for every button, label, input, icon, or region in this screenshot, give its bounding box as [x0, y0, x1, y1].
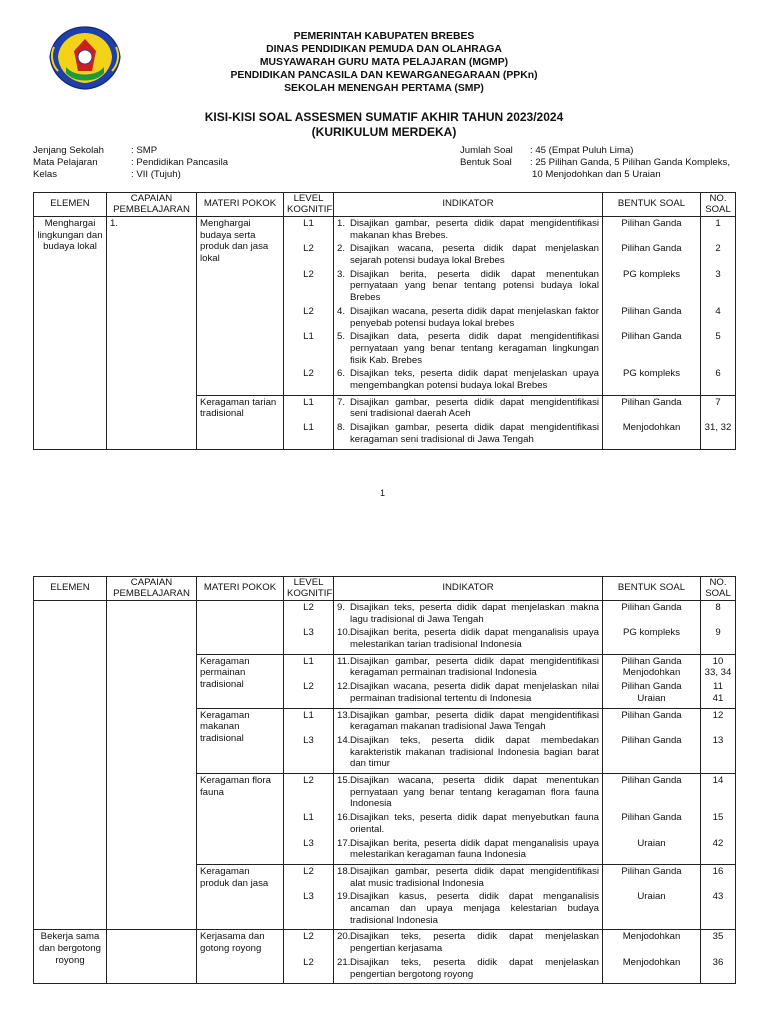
indikator-text: Disajikan teks, peserta didik dapat membedakan karakteristik makanan tradisional Indonesia bagian barat dan timur [350, 734, 599, 770]
indikator-text: Disajikan data, peserta didik dapat mengidentifikasi pernyataan yang benar tentang keragaman lingkungan fisik Kab. Brebes [350, 331, 599, 366]
nomor-soal: 10 33, 34 [704, 655, 732, 679]
indikator-number: 13. [337, 709, 351, 721]
header-elemen: ELEMEN [34, 577, 107, 601]
indikator-number: 20. [337, 931, 351, 943]
header-text: PEMBELAJARAN [113, 587, 190, 599]
nomor-soal: 42 [712, 837, 724, 849]
elemen-cell: Bekerja sama dan bergotong royong [34, 930, 107, 984]
bentuk-soal: Pilihan Ganda [621, 775, 682, 787]
bentuk-soal-cell [603, 864, 701, 929]
letterhead-line-1: PEMERINTAH KABUPATEN BREBES [293, 31, 475, 42]
level-cell [284, 864, 334, 929]
indikator-number: 7. [337, 396, 346, 408]
nomor-soal: 9 [715, 627, 721, 639]
level-kognitif: L3 [303, 734, 314, 746]
capaian-cell: 1. [107, 217, 197, 450]
bentuk-soal: Pilihan Ganda [621, 602, 682, 613]
bentuk-soal: Uraian [637, 891, 666, 903]
nomor-soal: 7 [715, 396, 721, 408]
indikator-item [337, 602, 599, 627]
bentuk-soal: PG kompleks [622, 368, 681, 380]
meta-right [460, 145, 730, 181]
indikator-item [337, 368, 599, 393]
level-kognitif: L1 [303, 218, 314, 229]
nomor-soal: 16 [712, 865, 724, 877]
indikator-number: 15. [337, 775, 351, 787]
bentuk-soal: Pilihan Ganda [621, 331, 682, 343]
header-text: KOGNITIF [287, 203, 333, 215]
bentuk-soal: Pilihan Ganda Menjodohkan [621, 655, 682, 679]
materi-pokok-cell: Keragaman flora fauna [197, 774, 284, 865]
indikator-item [337, 627, 599, 652]
nomor-soal: 1 [715, 218, 721, 229]
nomor-soal: 11 41 [712, 681, 724, 704]
materi-pokok-cell [197, 601, 284, 655]
nomor-soal-cell [701, 395, 736, 449]
indikator-text: Disajikan berita, peserta didik dapat menganalisis upaya melestarikan tarian tradisional Indonesia [350, 627, 599, 651]
materi-pokok-cell: Keragaman makanan tradisional [197, 708, 284, 773]
materi-pokok-cell: Keragaman permainan tradisional [197, 654, 284, 708]
indikator-text: Disajikan kasus, peserta didik dapat menganalisis ancaman dan upaya menjaga kelestarian budaya tradisional Indonesia [350, 891, 599, 926]
indikator-item [337, 891, 599, 928]
level-kognitif: L1 [303, 655, 314, 667]
level-kognitif: L1 [303, 331, 314, 343]
header-capaian [107, 577, 197, 601]
nomor-soal: 3 [715, 268, 721, 280]
meta-key: Jumlah Soal [460, 145, 513, 156]
indikator-text: Disajikan gambar, peserta didik dapat mengidentifikasi seni tradisional daerah Aceh [350, 396, 599, 420]
indikator-text: Disajikan wacana, peserta didik dapat menentukan pernyataan yang benar tentang keragaman flora fauna Indonesia [350, 775, 599, 810]
nomor-soal: 8 [715, 602, 721, 613]
level-cell [284, 601, 334, 655]
nomor-soal: 15 [712, 812, 724, 824]
nomor-soal: 2 [715, 243, 721, 255]
header-no [701, 577, 736, 601]
nomor-soal-cell [701, 864, 736, 929]
materi-group-row [34, 217, 736, 396]
header-elemen: ELEMEN [34, 193, 107, 217]
level-cell [284, 217, 334, 396]
header-text: SOAL [705, 587, 731, 599]
indikator-cell [334, 930, 603, 984]
header-level [284, 577, 334, 601]
bentuk-soal: PG kompleks [622, 627, 681, 639]
indikator-text: Disajikan teks, peserta didik dapat menyebutkan fauna oriental. [350, 812, 599, 835]
level-kognitif: L3 [303, 891, 314, 903]
indikator-number: 11. [337, 655, 350, 667]
nomor-soal: 36 [712, 956, 724, 968]
nomor-soal: 5 [715, 331, 721, 343]
nomor-soal: 6 [715, 368, 721, 380]
nomor-soal: 12 [712, 709, 724, 721]
level-cell [284, 395, 334, 449]
nomor-soal-cell [701, 217, 736, 396]
indikator-item [337, 710, 599, 735]
indikator-text: Disajikan teks, peserta didik dapat menjelaskan makna lagu tradisional di Jawa Tengah [350, 602, 599, 625]
bentuk-soal: Pilihan Ganda [621, 218, 682, 229]
indikator-item [337, 838, 599, 863]
meta-key: Mata Pelajaran [33, 157, 98, 168]
letterhead-line-4: PENDIDIKAN PANCASILA DAN KEWARGANEGARAAN (PPKn) [230, 70, 538, 81]
header-text: LEVEL [293, 193, 324, 204]
level-kognitif: L1 [303, 709, 314, 721]
indikator-number: 21. [337, 956, 351, 968]
level-kognitif: L2 [303, 243, 314, 255]
level-kognitif: L2 [303, 865, 314, 877]
bentuk-soal-cell [603, 774, 701, 865]
indikator-item [337, 866, 599, 891]
indikator-item [337, 218, 599, 243]
page-number: 1 [380, 488, 386, 498]
nomor-soal-cell [701, 601, 736, 655]
indikator-number: 2. [337, 243, 346, 255]
meta-value: : VII (Tujuh) [131, 169, 181, 180]
indikator-text: Disajikan wacana, peserta didik dapat menjelaskan sejarah potensi budaya lokal Brebes [350, 243, 599, 267]
header-text: CAPAIAN [130, 577, 173, 588]
level-kognitif: L2 [303, 681, 314, 693]
meta-key [460, 169, 532, 181]
indikator-item [337, 269, 599, 306]
nomor-soal-cell [701, 930, 736, 984]
indikator-item [337, 243, 599, 268]
indikator-item [337, 775, 599, 812]
bentuk-soal-cell [603, 708, 701, 773]
level-kognitif: L2 [303, 956, 314, 968]
header-text: KOGNITIF [287, 587, 333, 599]
meta-value: : SMP [131, 145, 158, 156]
level-kognitif: L2 [303, 775, 314, 787]
indikator-text: Disajikan gambar, peserta didik dapat mengidentifikasi makanan khas Brebes. [350, 218, 599, 241]
materi-pokok-cell: Keragaman produk dan jasa [197, 864, 284, 929]
indikator-number: 16. [337, 812, 351, 824]
indikator-number: 5. [337, 331, 346, 343]
bentuk-soal: Uraian [637, 837, 666, 849]
nomor-soal: 14 [712, 775, 724, 787]
document-title [0, 110, 768, 140]
header-text: PEMBELAJARAN [113, 203, 190, 215]
meta-key: Bentuk Soal [460, 157, 512, 168]
indikator-item [337, 681, 599, 706]
indikator-item [337, 812, 599, 837]
letterhead-line-2: DINAS PENDIDIKAN PEMUDA DAN OLAHRAGA [266, 44, 502, 55]
meta-key: Kelas [33, 169, 57, 180]
indikator-item [337, 306, 599, 331]
indikator-number: 8. [337, 422, 346, 434]
title-line-1: KISI-KISI SOAL ASSESMEN SUMATIF AKHIR TAHUN 2023/2024 [204, 110, 564, 124]
level-kognitif: L2 [303, 931, 314, 943]
bentuk-soal: Pilihan Ganda [621, 396, 682, 408]
elemen-cell: Menghargai lingkungan dan budaya lokal [34, 217, 107, 450]
indikator-text: Disajikan gambar, peserta didik dapat mengidentifikasi keragaman makanan tradisional Jawa Tengah [350, 709, 599, 733]
level-kognitif: L3 [303, 837, 314, 849]
indikator-item [337, 957, 599, 982]
materi-pokok-cell: Keragaman tarian tradisional [197, 395, 284, 449]
meta-key: Jenjang Sekolah [33, 145, 104, 156]
level-kognitif: L1 [303, 422, 314, 434]
bentuk-soal: Menjodohkan [622, 422, 681, 434]
bentuk-soal: Menjodohkan [622, 931, 681, 943]
meta-value: 10 Menjodohkan dan 5 Uraian [532, 169, 661, 180]
bentuk-soal-cell [603, 654, 701, 708]
indikator-text: Disajikan wacana, peserta didik dapat menjelaskan nilai permainan tradisional tertentu di Indonesia [350, 681, 599, 704]
indikator-number: 14. [337, 734, 351, 746]
materi-pokok-cell: Kerjasama dan gotong royong [197, 930, 284, 984]
header-bentuk: BENTUK SOAL [603, 193, 701, 217]
nomor-soal: 35 [712, 931, 724, 943]
letterhead-line-3: MUSYAWARAH GURU MATA PELAJARAN (MGMP) [259, 57, 509, 68]
level-cell [284, 774, 334, 865]
elemen-cell [34, 601, 107, 930]
meta-value: : 45 (Empat Puluh Lima) [530, 145, 634, 156]
indikator-number: 9. [337, 602, 346, 613]
header-indikator: INDIKATOR [334, 193, 603, 217]
indikator-text: Disajikan gambar, peserta didik dapat mengidentifikasi keragaman permainan tradisional Indonesia [350, 655, 599, 679]
header-materi: MATERI POKOK [197, 193, 284, 217]
document-page-2 [0, 520, 768, 1024]
indikator-item [337, 735, 599, 772]
header-no [701, 193, 736, 217]
indikator-cell [334, 395, 603, 449]
indikator-number: 6. [337, 368, 346, 380]
bentuk-soal: Pilihan Ganda Uraian [621, 681, 682, 704]
header-materi: MATERI POKOK [197, 577, 284, 601]
nomor-soal: 4 [715, 305, 721, 317]
meta-value: : Pendidikan Pancasila [131, 157, 229, 168]
indikator-text: Disajikan wacana, peserta didik dapat menjelaskan faktor penyebab potensi budaya lokal brebes [350, 305, 599, 329]
indikator-text: Disajikan teks, peserta didik dapat menjelaskan upaya mengembangkan potensi budaya lokal Brebes [350, 368, 599, 392]
indikator-text: Disajikan berita, peserta didik dapat menganalisis upaya melestarikan keragaman fauna Indonesia [350, 837, 599, 861]
bentuk-soal: Pilihan Ganda [621, 812, 682, 824]
indikator-cell [334, 217, 603, 396]
level-kognitif: L2 [303, 602, 314, 613]
indikator-number: 4. [337, 305, 346, 317]
level-kognitif: L2 [303, 268, 314, 280]
nomor-soal-cell [701, 708, 736, 773]
level-kognitif: L1 [303, 812, 314, 824]
indikator-cell [334, 601, 603, 655]
nomor-soal-cell [701, 774, 736, 865]
bentuk-soal: PG kompleks [622, 268, 681, 280]
indikator-item [337, 397, 599, 422]
materi-group-row [34, 601, 736, 655]
indikator-number: 10. [337, 627, 351, 639]
indikator-cell [334, 708, 603, 773]
indikator-cell [334, 864, 603, 929]
header-text: NO. [709, 193, 727, 204]
nomor-soal: 43 [712, 891, 724, 903]
indikator-text: Disajikan gambar, peserta didik dapat mengidentifikasi keragaman seni tradisional di Jawa Tengah [350, 422, 599, 445]
bentuk-soal: Pilihan Ganda [621, 243, 682, 255]
letterhead [0, 30, 768, 95]
capaian-cell [107, 601, 197, 930]
materi-group-row [34, 930, 736, 984]
indikator-text: Disajikan teks, peserta didik dapat menjelaskan pengertian bergotong royong [350, 956, 599, 980]
level-kognitif: L1 [303, 396, 314, 408]
nomor-soal: 13 [712, 734, 724, 746]
bentuk-soal: Pilihan Ganda [621, 305, 682, 317]
indikator-number: 12. [337, 681, 351, 693]
indikator-number: 3. [337, 268, 346, 280]
indikator-number: 18. [337, 865, 351, 877]
level-kognitif: L2 [303, 368, 314, 380]
indikator-cell [334, 654, 603, 708]
header-text: NO. [709, 577, 727, 588]
header-level [284, 193, 334, 217]
level-kognitif: L3 [303, 627, 314, 639]
indikator-item [337, 656, 599, 681]
level-kognitif: L2 [303, 305, 314, 317]
header-text: SOAL [705, 203, 731, 215]
nomor-soal-cell [701, 654, 736, 708]
indikator-number: 1. [337, 218, 346, 229]
bentuk-soal-cell [603, 601, 701, 655]
indikator-number: 17. [337, 837, 351, 849]
title-line-2: (KURIKULUM MERDEKA) [311, 125, 457, 139]
header-capaian [107, 193, 197, 217]
bentuk-soal: Menjodohkan [622, 956, 681, 968]
header-bentuk: BENTUK SOAL [603, 577, 701, 601]
indikator-item [337, 931, 599, 956]
bentuk-soal-cell [603, 217, 701, 396]
level-cell [284, 708, 334, 773]
header-text: CAPAIAN [130, 193, 173, 204]
indikator-text: Disajikan gambar, peserta didik dapat mengidentifikasi alat music tradisional Indonesia [350, 865, 599, 889]
indikator-item [337, 331, 599, 368]
indikator-number: 19. [337, 891, 351, 903]
indikator-item [337, 422, 599, 447]
header-indikator: INDIKATOR [334, 577, 603, 601]
bentuk-soal-cell [603, 930, 701, 984]
bentuk-soal-cell [603, 395, 701, 449]
nomor-soal: 31, 32 [704, 422, 732, 434]
meta-left [33, 145, 228, 181]
level-cell [284, 930, 334, 984]
bentuk-soal: Pilihan Ganda [621, 709, 682, 721]
indikator-text: Disajikan teks, peserta didik dapat menjelaskan pengertian kerjasama [350, 931, 599, 955]
header-text: LEVEL [293, 577, 324, 588]
indikator-cell [334, 774, 603, 865]
level-cell [284, 654, 334, 708]
letterhead-line-5: SEKOLAH MENENGAH PERTAMA (SMP) [284, 83, 484, 94]
capaian-cell [107, 930, 197, 984]
blueprint-table-2 [33, 576, 736, 984]
bentuk-soal: Pilihan Ganda [621, 734, 682, 746]
indikator-text: Disajikan berita, peserta didik dapat menentukan pernyataan yang benar tentang potensi budaya lokal Brebes [350, 268, 599, 304]
meta-value: : 25 Pilihan Ganda, 5 Pilihan Ganda Kompleks, [530, 157, 730, 168]
materi-pokok-cell: Menghargai budaya serta produk dan jasa lokal [197, 217, 284, 396]
blueprint-table-1 [33, 192, 736, 450]
bentuk-soal: Pilihan Ganda [621, 865, 682, 877]
